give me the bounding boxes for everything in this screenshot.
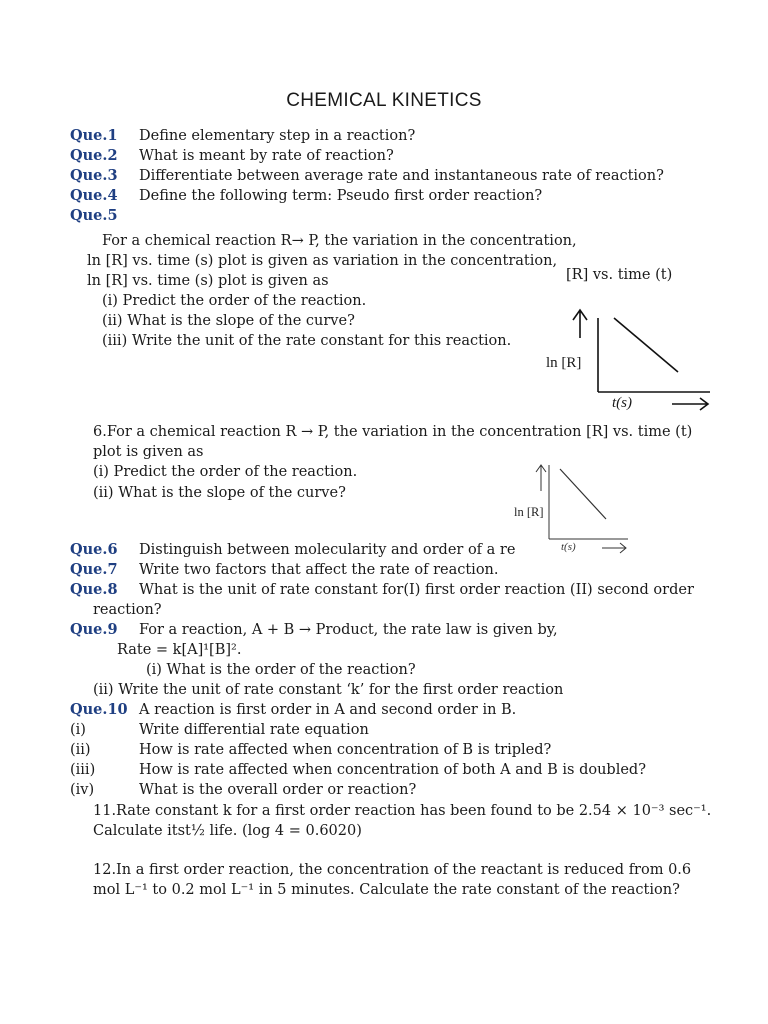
- q9-part: (ii) Write the unit of rate constant ‘k’ for the first order reaction: [93, 682, 564, 698]
- q10-part-label: (ii): [70, 742, 91, 758]
- question-number: Que.5: [70, 207, 118, 224]
- q5-line: ln [R] vs. time (s) plot is given as variation in the concentration,: [87, 253, 558, 269]
- question-text-continued: reaction?: [93, 602, 162, 618]
- question-text: Distinguish between molecularity and order of a re: [139, 542, 516, 558]
- q6-line: (ii) What is the slope of the curve?: [93, 485, 346, 501]
- right-arrow-icon: [672, 398, 708, 410]
- q5-line: ln [R] vs. time (s) plot is given as: [87, 273, 329, 289]
- question-text: For a reaction, A + B → Product, the rate law is given by,: [139, 622, 558, 638]
- q5-line: (i) Predict the order of the reaction.: [102, 293, 367, 309]
- question-text: Differentiate between average rate and instantaneous rate of reaction?: [139, 168, 664, 184]
- q10-part-text: How is rate affected when concentration of both A and B is doubled?: [139, 762, 646, 778]
- question-text: What is meant by rate of reaction?: [139, 148, 394, 164]
- question-number: Que.9: [70, 621, 118, 638]
- q5-graph-xlabel: t(s): [612, 395, 632, 411]
- q5-line: (iii) Write the unit of the rate constant for this reaction.: [102, 333, 512, 349]
- question-number: Que.10: [70, 701, 128, 718]
- question-number: Que.8: [70, 581, 118, 598]
- question-text: What is the unit of rate constant for(I) first order reaction (II) second order: [139, 582, 694, 598]
- q10-part-text: How is rate affected when concentration of B is tripled?: [139, 742, 552, 758]
- q10-part-label: (iii): [70, 762, 96, 778]
- question-number: Que.2: [70, 147, 118, 164]
- q10-part-text: Write differential rate equation: [139, 722, 369, 738]
- q10-part-label: (iv): [70, 782, 95, 798]
- right-arrow-icon: [602, 543, 626, 553]
- up-arrow-icon: [573, 310, 587, 338]
- q6-graph-xlabel: t(s): [561, 541, 576, 553]
- rate-law: Rate = k[A]¹[B]².: [117, 642, 242, 658]
- q10-part-text: What is the overall order or reaction?: [139, 782, 417, 798]
- q11-line: 11.Rate constant k for a first order reaction has been found to be 2.54 × 10⁻³ sec⁻¹.: [93, 803, 712, 819]
- q6-line: (i) Predict the order of the reaction.: [93, 464, 358, 480]
- q6-graph-ylabel: ln [R]: [514, 505, 544, 519]
- q5-graph-ylabel: ln [R]: [546, 355, 582, 371]
- question-text: Define elementary step in a reaction?: [139, 128, 416, 144]
- q6-line: 6.For a chemical reaction R → P, the variation in the concentration [R] vs. time (t): [93, 424, 693, 440]
- question-number: Que.3: [70, 167, 118, 184]
- question-text: A reaction is first order in A and second order in B.: [139, 702, 517, 718]
- q5-line: For a chemical reaction R→ P, the variation in the concentration,: [102, 233, 577, 249]
- question-text: Write two factors that affect the rate of reaction.: [139, 562, 499, 578]
- q10-part-label: (i): [70, 722, 86, 738]
- page-title: CHEMICAL KINETICS: [286, 90, 482, 111]
- q5-side-label: [R] vs. time (t): [566, 267, 673, 283]
- q11-line: Calculate itst½ life. (log 4 = 0.6020): [93, 823, 362, 839]
- question-number: Que.1: [70, 127, 118, 144]
- question-number: Que.7: [70, 561, 118, 578]
- q6-line: plot is given as: [93, 444, 204, 460]
- question-text: Define the following term: Pseudo first order reaction?: [139, 188, 543, 204]
- data-line: [560, 469, 606, 519]
- q9-part: (i) What is the order of the reaction?: [146, 662, 416, 678]
- up-arrow-icon: [536, 465, 546, 491]
- data-line: [614, 318, 678, 372]
- question-number: Que.4: [70, 187, 118, 204]
- q5-line: (ii) What is the slope of the curve?: [102, 313, 355, 329]
- q12-line: 12.In a first order reaction, the concentration of the reactant is reduced from 0.6: [93, 862, 692, 878]
- question-number: Que.6: [70, 541, 118, 558]
- q12-line: mol L⁻¹ to 0.2 mol L⁻¹ in 5 minutes. Calculate the rate constant of the reaction?: [93, 882, 680, 898]
